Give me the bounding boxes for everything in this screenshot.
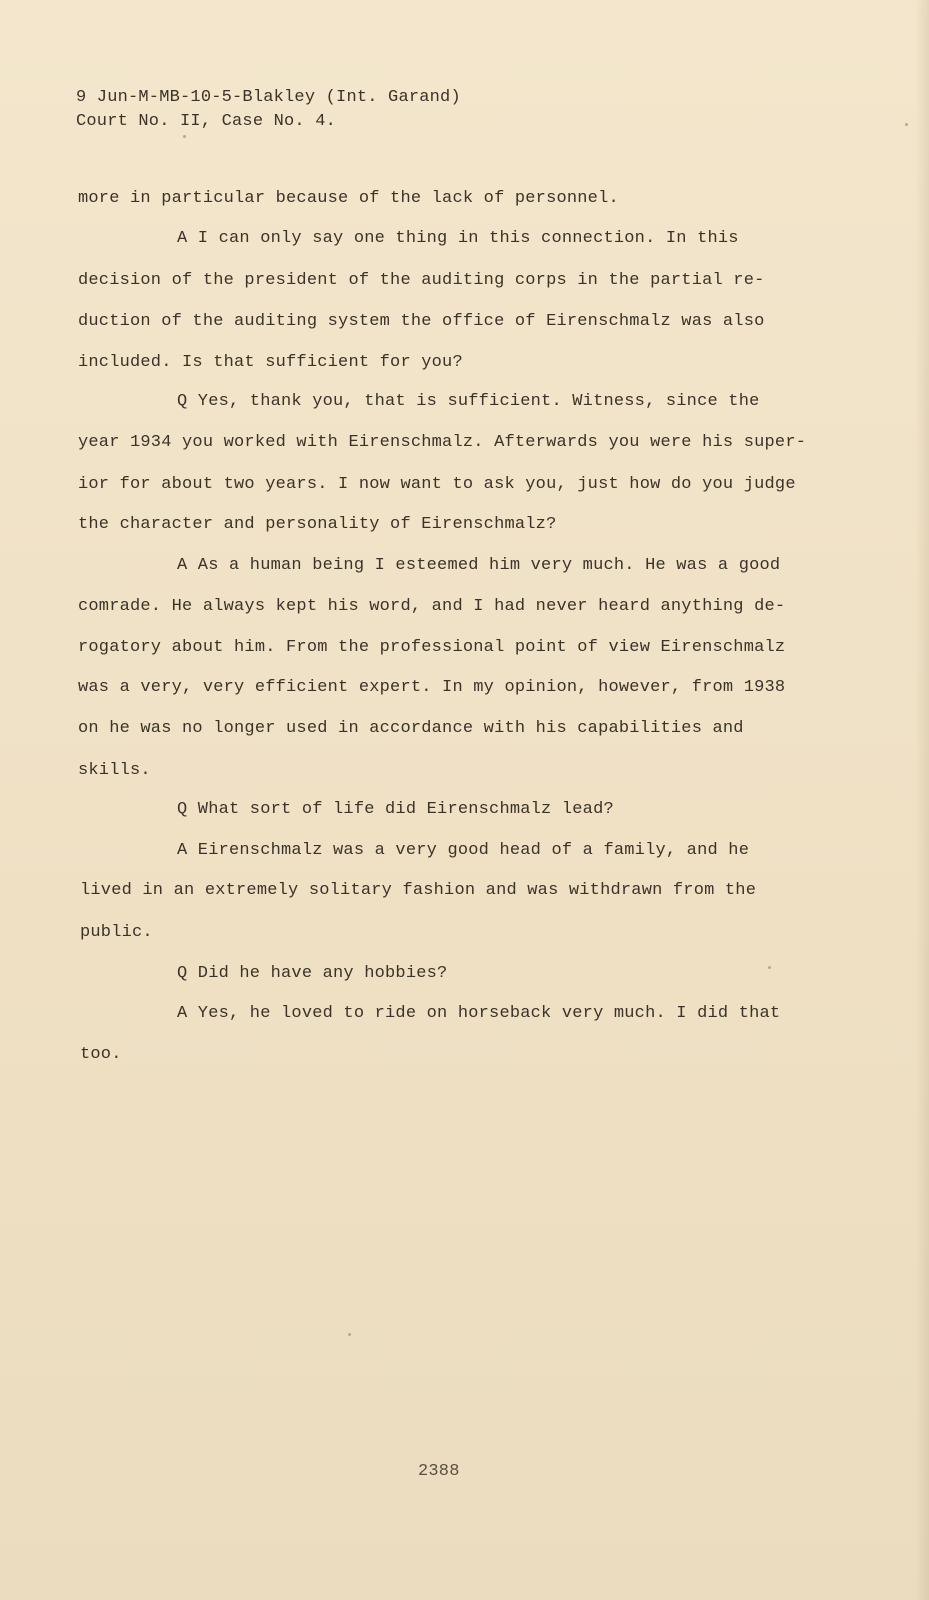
body-line: on he was no longer used in accordance with his capabilities and (78, 719, 744, 738)
question-line: Q Yes, thank you, that is sufficient. Witness, since the (177, 392, 760, 411)
body-line: was a very, very efficient expert. In my opinion, however, from 1938 (78, 678, 786, 697)
body-line: the character and personality of Eirenschmalz? (78, 515, 557, 534)
body-line: comrade. He always kept his word, and I had never heard anything de- (78, 597, 786, 616)
paper-speck (905, 123, 908, 126)
body-line: public. (80, 923, 153, 942)
body-line: decision of the president of the auditing corps in the partial re- (78, 271, 765, 290)
paper-speck (348, 1333, 351, 1336)
question-line: Q What sort of life did Eirenschmalz lead? (177, 800, 614, 819)
answer-line: A As a human being I esteemed him very much. He was a good (177, 556, 781, 575)
body-line: ior for about two years. I now want to ask you, just how do you judge (78, 475, 796, 494)
header-reference-line: 9 Jun-M-MB-10-5-Blakley (Int. Garand) (76, 88, 461, 107)
body-line: lived in an extremely solitary fashion and was withdrawn from the (80, 881, 757, 900)
body-line: skills. (78, 761, 151, 780)
answer-line: A Eirenschmalz was a very good head of a family, and he (177, 841, 750, 860)
question-line: Q Did he have any hobbies? (177, 964, 448, 983)
body-line: too. (80, 1045, 122, 1064)
paper-speck (768, 966, 771, 969)
body-line: included. Is that sufficient for you? (78, 353, 463, 372)
answer-line: A I can only say one thing in this connection. In this (177, 229, 739, 248)
body-line: duction of the auditing system the office of Eirenschmalz was also (78, 312, 765, 331)
body-line: year 1934 you worked with Eirenschmalz. Afterwards you were his super- (78, 433, 807, 452)
page-number: 2388 (418, 1462, 460, 1481)
answer-line: A Yes, he loved to ride on horseback very much. I did that (177, 1004, 781, 1023)
document-header (76, 86, 461, 134)
body-line: more in particular because of the lack of personnel. (78, 189, 619, 208)
body-line: rogatory about him. From the professional point of view Eirenschmalz (78, 638, 786, 657)
paper-speck (183, 135, 186, 138)
header-court-case-line: Court No. II, Case No. 4. (76, 112, 337, 131)
